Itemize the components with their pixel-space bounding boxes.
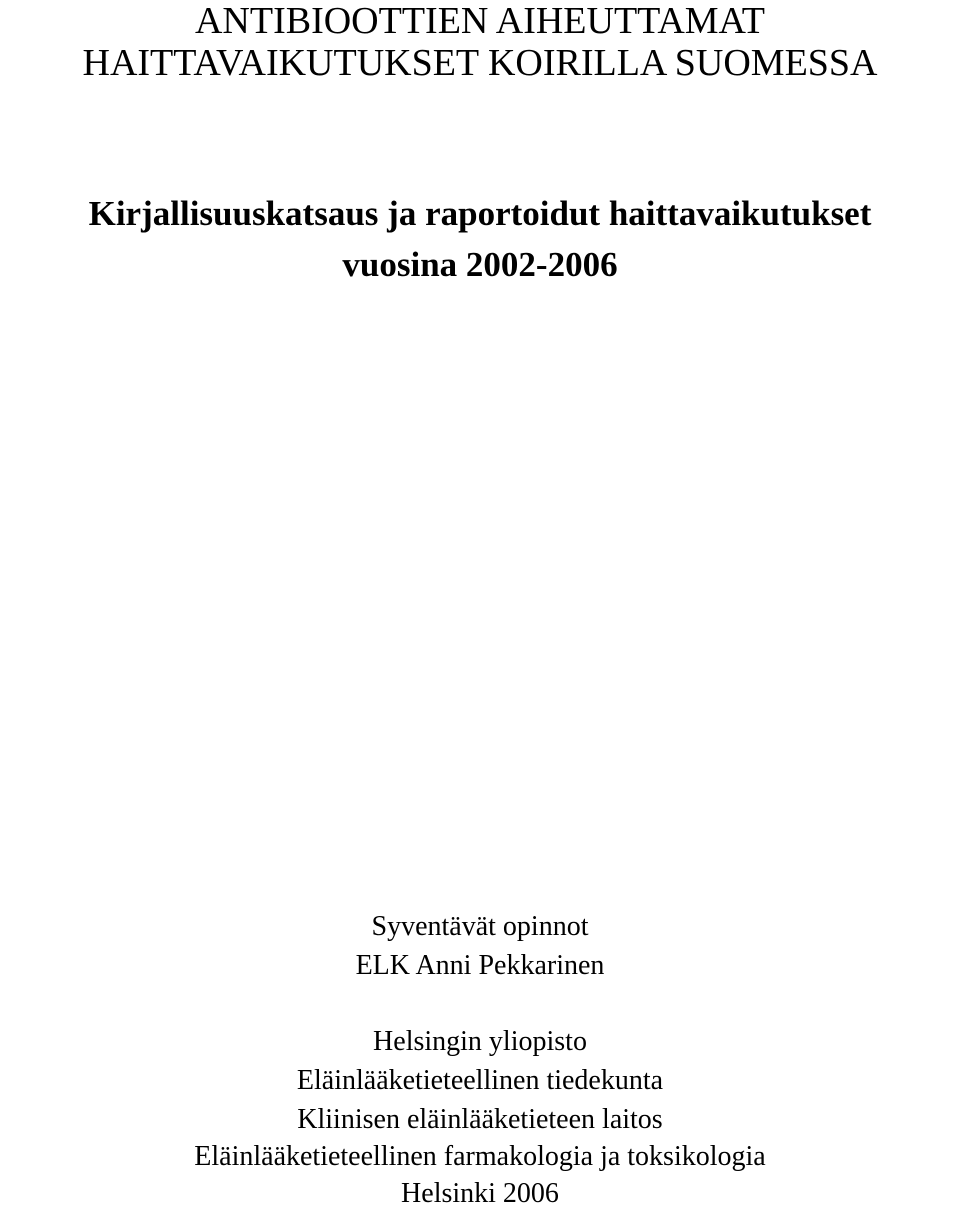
title-line-1: ANTIBIOOTTIEN AIHEUTTAMAT (194, 0, 766, 42)
faculty-name: Eläinlääketieteellinen tiedekunta (296, 1065, 664, 1096)
title-line-2: HAITTAVAIKUTUKSET KOIRILLA SUOMESSA (82, 42, 878, 84)
department-name: Kliinisen eläinlääketieteen laitos (297, 1104, 663, 1135)
course-label: Syventävät opinnot (371, 911, 589, 942)
author-name: ELK Anni Pekkarinen (355, 950, 605, 981)
university-name: Helsingin yliopisto (373, 1026, 587, 1057)
subtitle-line-1: Kirjallisuuskatsaus ja raportoidut haittavaikutukset (88, 194, 872, 233)
subtitle-line-2: vuosina 2002-2006 (342, 245, 618, 284)
place-year: Helsinki 2006 (401, 1178, 559, 1209)
unit-name: Eläinlääketieteellinen farmakologia ja toksikologia (194, 1141, 766, 1172)
